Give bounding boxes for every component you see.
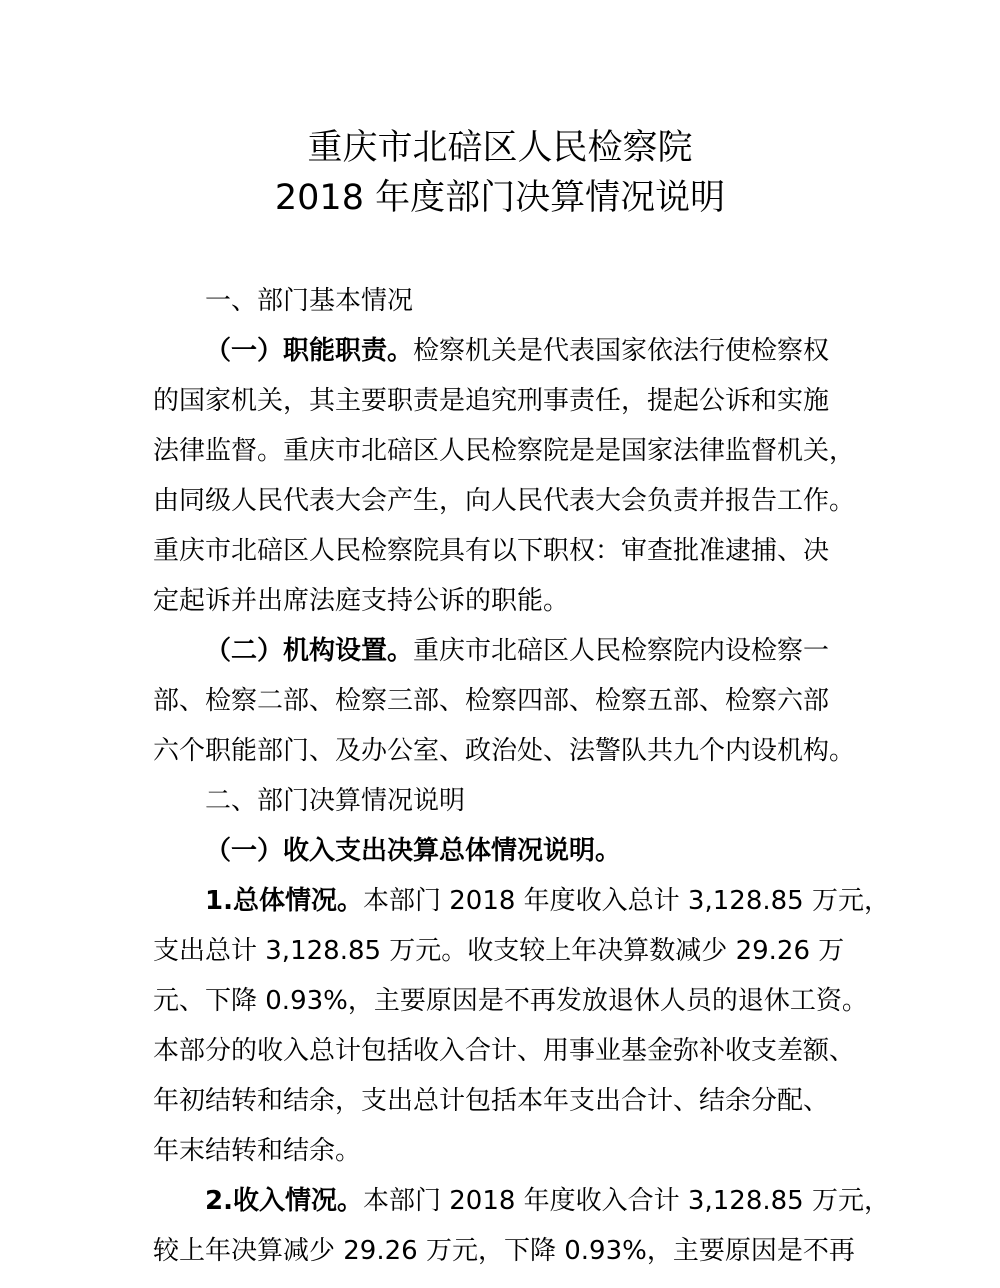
paragraph-structure-line1 xyxy=(205,634,905,668)
paragraph-overall-text: 本部门 2018 年度收入总计 3,128.85 万元， xyxy=(362,886,890,916)
paragraph-structure-line2: 部、检察二部、检察三部、检察四部、检察五部、检察六部 xyxy=(153,686,830,716)
document-title-line2: 2018 年度部门决算情况说明 xyxy=(274,178,726,218)
section-heading-1: 一、部门基本情况 xyxy=(205,286,414,316)
paragraph-overall-line3: 元、下降 0.93%，主要原因是不再发放退休人员的退休工资。 xyxy=(153,986,868,1016)
paragraph-structure-text: 重庆市北碚区人民检察院内设检察一 xyxy=(413,636,830,666)
paragraph-income-line1 xyxy=(205,1184,905,1218)
paragraph-overall-line4: 本部分的收入总计包括收入合计、用事业基金弥补收支差额、 xyxy=(153,1036,856,1066)
paragraph-overall-line5: 年初结转和结余，支出总计包括本年支出合计、结余分配、 xyxy=(153,1086,830,1116)
paragraph-overall-line6: 年末结转和结余。 xyxy=(153,1136,362,1166)
paragraph-duties-line2: 的国家机关，其主要职责是追究刑事责任，提起公诉和实施 xyxy=(153,386,830,416)
paragraph-duties-line3: 法律监督。重庆市北碚区人民检察院是是国家法律监督机关， xyxy=(153,436,856,466)
paragraph-income-text: 本部门 2018 年度收入合计 3,128.85 万元， xyxy=(362,1186,890,1216)
paragraph-income-heading: 2.收入情况。 xyxy=(205,1186,363,1216)
paragraph-duties-heading: （一）职能职责。 xyxy=(205,336,414,366)
paragraph-overall-line2: 支出总计 3,128.85 万元。收支较上年决算数减少 29.26 万 xyxy=(153,936,845,966)
paragraph-duties-line1 xyxy=(205,334,905,368)
paragraph-duties-text: 检察机关是代表国家依法行使检察权 xyxy=(413,336,830,366)
paragraph-duties-line6: 定起诉并出席法庭支持公诉的职能。 xyxy=(153,586,570,616)
paragraph-duties-line4: 由同级人民代表大会产生，向人民代表大会负责并报告工作。 xyxy=(153,486,856,516)
paragraph-structure-heading: （二）机构设置。 xyxy=(205,636,414,666)
paragraph-overall-line1 xyxy=(205,884,905,918)
section-heading-2: 二、部门决算情况说明 xyxy=(205,786,466,816)
paragraph-overall-heading: 1.总体情况。 xyxy=(205,886,363,916)
document-title-line1: 重庆市北碚区人民检察院 xyxy=(307,128,693,168)
paragraph-income-line2: 较上年决算减少 29.26 万元，下降 0.93%，主要原因是不再 xyxy=(153,1236,855,1266)
subsection-heading: （一）收入支出决算总体情况说明。 xyxy=(205,836,622,866)
paragraph-duties-line5: 重庆市北碚区人民检察院具有以下职权：审查批准逮捕、决 xyxy=(153,536,830,566)
paragraph-structure-line3: 六个职能部门、及办公室、政治处、法警队共九个内设机构。 xyxy=(153,736,856,766)
